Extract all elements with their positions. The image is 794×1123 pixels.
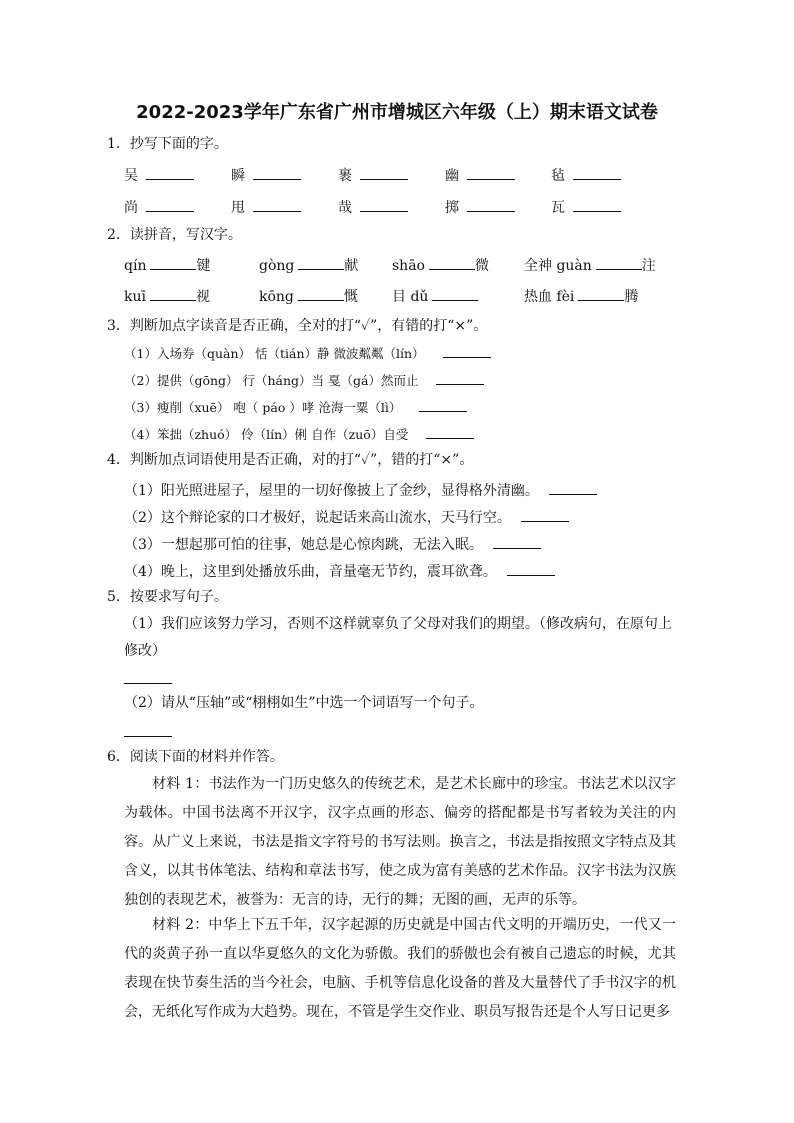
q3-item-4: （4）笨拙（zhuó） 伶（lín）俐 自作（zuō）自受 <box>124 424 474 444</box>
answer-blank[interactable] <box>419 397 467 412</box>
answer-blank[interactable] <box>467 165 515 180</box>
answer-blank[interactable] <box>432 286 478 301</box>
q3-item-1: （1）入场券（quàn） 恬（tián）静 微波粼粼（lín） <box>124 343 491 363</box>
q3-label: 3．判断加点字读音是否正确，全对的打“✓”，有错的打“×”。 <box>107 318 488 334</box>
q5-answer-blank-2[interactable] <box>124 722 172 741</box>
q1-copy-item: 吴 <box>124 165 194 185</box>
q1-copy-item: 幽 <box>445 165 515 185</box>
q1-label: 1．抄写下面的字。 <box>107 136 228 152</box>
answer-blank[interactable] <box>360 197 408 212</box>
q5-item-1-line1: （1）我们应该努力学习，否则不这样就辜负了父母对我们的期望。（修改病句，在原句上 <box>124 616 672 632</box>
q4-item-1: （1）阳光照进屋子，屋里的一切好像披上了金纱，显得格外清幽。 <box>124 480 597 500</box>
q4-item-4: （4）晚上，这里到处播放乐曲，音量毫无节约，震耳欲聋。 <box>124 561 555 581</box>
q2-label: 2．读拼音，写汉字。 <box>107 227 242 243</box>
page-title: 2022-2023学年广东省广州市增城区六年级（上）期末语文试卷 <box>136 102 658 123</box>
q3-item-2: （2）提供（gōng） 行（háng）当 戛（gá）然而止 <box>124 370 484 390</box>
q2-pinyin-item: shāo 微 <box>392 255 489 275</box>
answer-blank[interactable] <box>596 255 642 270</box>
q1-copy-item: 哉 <box>338 197 408 217</box>
q2-pinyin-item: gòng 献 <box>259 255 358 275</box>
q3-item-3: （3）瘦削（xuē） 咆（ páo ）哮 沧海一粟（lì） <box>124 397 467 417</box>
answer-blank[interactable] <box>507 561 555 576</box>
q1-copy-item: 尚 <box>124 197 194 217</box>
q1-copy-item: 掷 <box>445 197 515 217</box>
answer-blank[interactable] <box>298 286 344 301</box>
q2-pinyin-item: 目 dǔ <box>392 286 478 306</box>
answer-blank[interactable] <box>573 165 621 180</box>
q5-answer-blank-1[interactable] <box>124 669 172 688</box>
answer-blank[interactable] <box>549 480 597 495</box>
q2-pinyin-item: kōng 慨 <box>259 286 358 306</box>
answer-blank[interactable] <box>426 424 474 439</box>
q2-pinyin-item: 全神 guàn 注 <box>524 255 656 275</box>
answer-blank[interactable] <box>253 165 301 180</box>
q2-pinyin-item: kuī 视 <box>124 286 210 306</box>
q4-label: 4．判断加点词语使用是否正确，对的打“✓”，错的打“×”。 <box>107 452 474 468</box>
answer-blank[interactable] <box>493 534 541 549</box>
answer-blank[interactable] <box>146 165 194 180</box>
q2-pinyin-item: 热血 fèi 腾 <box>524 286 638 306</box>
answer-blank[interactable] <box>467 197 515 212</box>
answer-blank[interactable] <box>573 197 621 212</box>
answer-blank[interactable] <box>150 286 196 301</box>
answer-blank[interactable] <box>521 507 569 522</box>
q6-material-1: 材料 1：书法作为一门历史悠久的传统艺术，是艺术长廊中的珍宝。书法艺术以汉字为载体。中国书法离不开汉字，汉字点画的形态、偏旁的搭配都是书写者较为关注的内容。从广义上来说，书法是指文字符号的书写法则。换言之，书法是指按照文字特点及其含义，以其书体笔法、结构和章法书写，使之成为富有美感的艺术作品。汉字书法为汉族独创的表现艺术，被誉为：无言的诗，无行的舞；无图的画，无声的乐等。 <box>124 776 676 908</box>
q6-label: 6．阅读下面的材料并作答。 <box>107 749 284 765</box>
q2-pinyin-item: qín 键 <box>124 255 210 275</box>
answer-blank[interactable] <box>436 370 484 385</box>
answer-blank[interactable] <box>429 255 475 270</box>
q6-material-2: 材料 2：中华上下五千年，汉字起源的历史就是中国古代文明的开端历史，一代又一代的炎黄子孙一直以华夏悠久的文化为骄傲。我们的骄傲也会有被自己遗忘的时候，尤其表现在快节奏生活的当今社会，电脑、手机等信息化设备的普及大量替代了手书汉字的机会，无纸化写作成为大趋势。现在，不管是学生交作业、职员写报告还是个人写日记更多 <box>124 917 676 1020</box>
answer-blank[interactable] <box>150 255 196 270</box>
q1-copy-item: 瓦 <box>551 197 621 217</box>
answer-blank[interactable] <box>578 286 624 301</box>
answer-blank[interactable] <box>253 197 301 212</box>
q1-copy-item: 瞬 <box>231 165 301 185</box>
q1-copy-item: 甩 <box>231 197 301 217</box>
q4-item-3: （3）一想起那可怕的往事，她总是心惊肉跳，无法入眠。 <box>124 534 541 554</box>
answer-blank[interactable] <box>360 165 408 180</box>
q1-copy-item: 毡 <box>551 165 621 185</box>
q5-label: 5．按要求写句子。 <box>107 589 228 605</box>
answer-blank[interactable] <box>146 197 194 212</box>
q5-item-1-line2: 修改） <box>124 643 166 659</box>
q4-item-2: （2）这个辩论家的口才极好，说起话来高山流水，天马行空。 <box>124 507 569 527</box>
q1-copy-item: 裹 <box>338 165 408 185</box>
q5-item-2: （2）请从“压轴”或“栩栩如生”中选一个词语写一个句子。 <box>124 695 484 711</box>
answer-blank[interactable] <box>298 255 344 270</box>
answer-blank[interactable] <box>443 343 491 358</box>
